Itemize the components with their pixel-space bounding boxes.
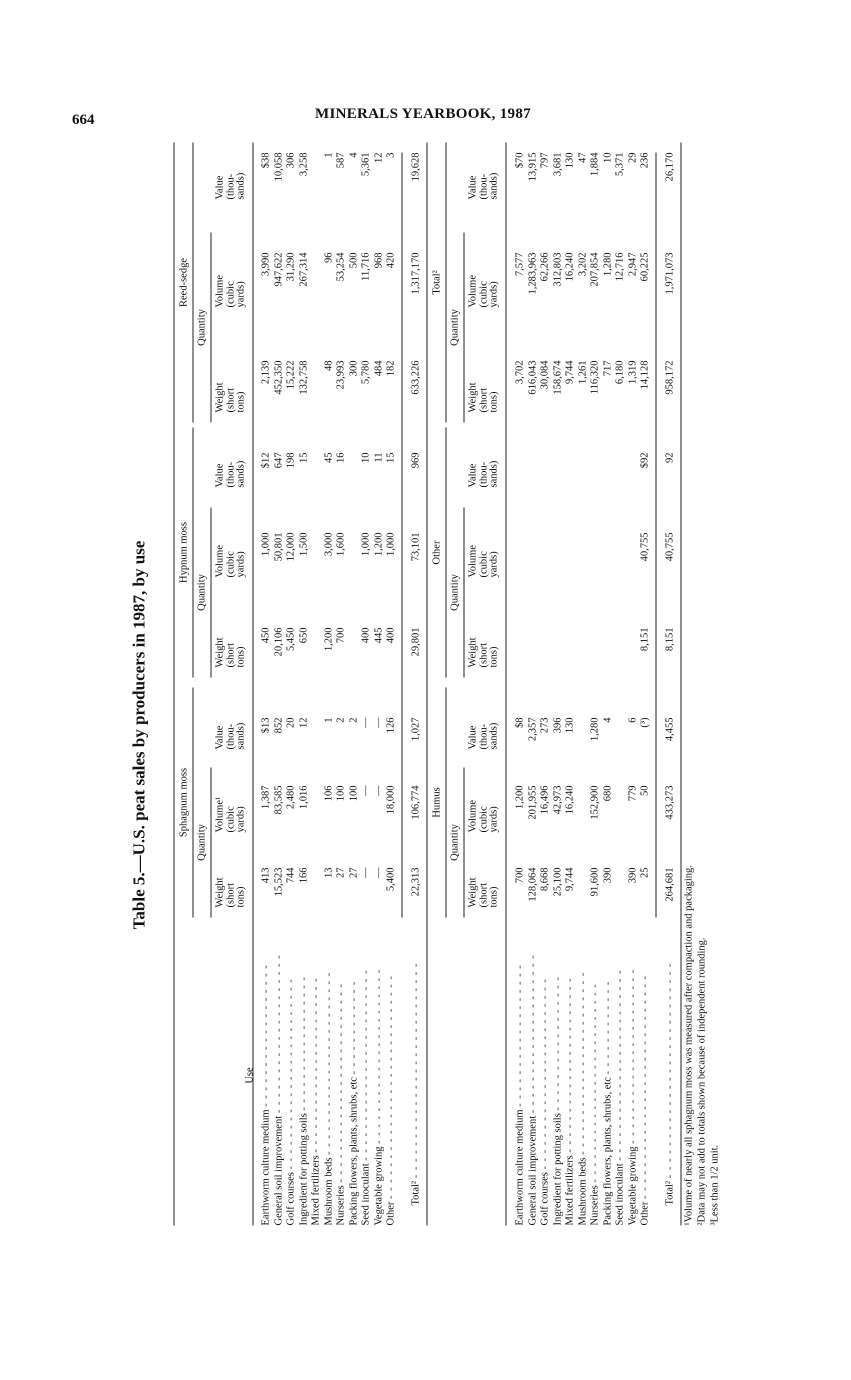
- rule-header-bottom: [506, 143, 507, 1226]
- rule-quantity: [464, 768, 465, 918]
- table-title: Table 5.—U.S. peat sales by producers in 1987, by use: [129, 540, 149, 930]
- rule-bottom: [681, 143, 682, 1226]
- row-label: General soil improvement - - - - - - - - - - - - - - - - - - - -: [273, 954, 284, 1226]
- column-rs-weight: 2,139 452,350 15,222 132,758 48 23,993 300 5,780 484 182: [260, 360, 397, 395]
- rule-quantity: [211, 233, 212, 423]
- col-volume: Volume (cubic yards): [467, 275, 500, 308]
- rule-quantity: [464, 233, 465, 423]
- col-weight: Weight (short tons): [214, 637, 247, 668]
- column-rs-volume: 3,990 947,622 31,290 267,314 96 53,254 500 11,716 968 420: [260, 252, 397, 287]
- column-hum-volume: 1,200 201,955 16,496 42,973 16,240 152,900 680 779 50: [514, 785, 651, 820]
- rule-group: [193, 688, 194, 918]
- column-tot-volume: 7,577 1,283,963 62,266 312,803 16,240 3,202 207,854 1,280 12,716 2,947 60,225: [514, 252, 651, 295]
- col-volume: Volume (cubic yards): [214, 275, 247, 308]
- quantity-label: Quantity: [196, 574, 208, 611]
- rule-header-bottom: [253, 143, 254, 1226]
- column-rs-value: $38 10,058 306 3,258 1 587 4 5,361 12 3: [260, 152, 397, 182]
- quantity-label: Quantity: [449, 824, 461, 861]
- rule-top: [174, 143, 175, 1226]
- column-hyp-value: $12 647 198 15 45 16 10 11 15: [260, 452, 397, 469]
- rule-group: [193, 143, 194, 423]
- total-cell: 633,226: [410, 360, 422, 395]
- row-labels: [261, 926, 399, 1226]
- footnote-1: ¹Volume of nearly all sphagnum moss was measured after compaction and packaging.: [683, 865, 695, 1226]
- footnotes: [683, 865, 696, 1225]
- col-value: Value (thou- sands): [467, 460, 500, 488]
- use-header: Use: [244, 1067, 256, 1084]
- rule-group: [446, 428, 447, 678]
- column-sph-value: $13 852 20 12 1 2 2 — — 126: [260, 717, 397, 734]
- total-cell: 40,755: [664, 532, 676, 562]
- col-value: Value (thou- sands): [467, 172, 500, 200]
- page-number: 664: [72, 112, 95, 128]
- row-label: Seed inoculant - - - - - - - - - - - - - - - - - - - - - - - -: [614, 969, 626, 1226]
- col-volume: Volume (cubic yards): [214, 545, 247, 578]
- rule-group: [446, 688, 447, 918]
- row-label: Earthworm culture medium - - - - - - - - - - - - - - - - - -: [514, 964, 526, 1226]
- rule-quantity: [211, 508, 212, 678]
- total-cell: 1,317,170: [410, 252, 422, 295]
- column-oth-value: $92: [639, 452, 651, 469]
- total-cell: 1,027: [410, 717, 422, 742]
- total-cell: 73,101: [410, 532, 422, 562]
- rule-total: [402, 153, 403, 918]
- row-label: Mushroom beds - - - - - - - - - - - - - - - - - - - - - - -: [323, 971, 334, 1226]
- rule-total: [656, 153, 657, 918]
- col-value: Value (thou- sands): [467, 722, 500, 750]
- rule-quantity: [464, 508, 465, 678]
- row-label: Vegetable growing - - - - - - - - - - - - - - - - - - - - - -: [627, 968, 638, 1226]
- group-sphagnum: Sphagnum moss: [178, 767, 190, 838]
- col-volume: Volume¹ (cubic yards): [214, 796, 247, 833]
- row-label: Mixed fertilizers - - - - - - - - - - - - - - - - - - - - - -: [564, 977, 576, 1226]
- column-sph-weight: 413 15,523 744 166 13 27 27 — — 5,400: [260, 867, 397, 897]
- total-cell: 1,971,073: [664, 252, 676, 295]
- total-cell: 433,273: [664, 785, 676, 820]
- total-cell: 29,801: [410, 627, 422, 657]
- footnote-2: ²Data may not add to totals shown because of independent rounding.: [696, 937, 708, 1226]
- column-sph-volume: 1,387 83,585 2,480 1,016 106 100 100 — — 18,000: [260, 785, 397, 815]
- group-total: Total²: [431, 270, 443, 295]
- row-label: Ingredient for potting soils - - - - - - - - - - - - - - - - -: [552, 976, 563, 1226]
- running-head: MINERALS YEARBOOK, 1987: [315, 106, 531, 122]
- col-value: Value (thou- sands): [214, 722, 247, 750]
- col-volume: Volume (cubic yards): [467, 545, 500, 578]
- total-cell: 264,681: [664, 867, 676, 902]
- row-label: Vegetable growing - - - - - - - - - - - - - - - - - - - - - -: [373, 968, 384, 1226]
- row-label: Nurseries - - - - - - - - - - - - - - - - - - - - - - - - -: [589, 983, 601, 1226]
- column-hyp-weight: 450 20,106 5,450 650 1,200 700 400 445 400: [260, 627, 397, 657]
- col-weight: Weight (short tons): [214, 877, 247, 908]
- row-labels: [515, 926, 653, 1226]
- col-value: Value (thou- sands): [214, 460, 247, 488]
- total-cell: 92: [664, 452, 676, 463]
- rule-group: [446, 143, 447, 423]
- col-weight: Weight (short tons): [467, 637, 500, 668]
- group-reedsedge: Reed-sedge: [178, 258, 190, 307]
- row-label: Ingredient for potting soils - - - - - - - - - - - - - - - - -: [298, 976, 309, 1226]
- row-label: Mushroom beds - - - - - - - - - - - - - - - - - - - - - - -: [577, 971, 588, 1226]
- column-oth-weight: 8,151: [639, 627, 651, 652]
- total-cell: 22,313: [410, 867, 422, 897]
- row-label: Golf courses - - - - - - - - - - - - - - - - - - - - - - - -: [285, 978, 297, 1226]
- column-oth-volume: 40,755: [639, 532, 651, 562]
- column-hum-value: $8 2,357 273 396 130 1,280 4 6 (³): [514, 717, 651, 742]
- footnote-3: ³Less than 1/2 unit.: [709, 1144, 721, 1226]
- row-label: Packing flowers, plants, shrubs, etc - - - - - - - - - - - -: [602, 980, 613, 1226]
- rule-group: [193, 428, 194, 678]
- row-label: General soil improvement - - - - - - - - - - - - - - - - - - - -: [527, 954, 538, 1226]
- total-cell: 8,151: [664, 627, 676, 652]
- rule-panel-separator: [427, 143, 428, 1226]
- col-volume: Volume (cubic yards): [467, 800, 500, 833]
- column-tot-value: $70 13,915 797 3,681 130 47 1,884 10 5,371 29 236: [514, 152, 651, 182]
- row-label: Other - - - - - - - - - - - - - - - - - - - - - - - - - - - -: [385, 975, 397, 1226]
- row-label: Packing flowers, plants, shrubs, etc - - - - - - - - - - - -: [348, 980, 359, 1226]
- group-humus: Humus: [431, 787, 443, 818]
- total-row-label: Total² - - - - - - - - - - - - - - - - - - - - - - - - - - -: [664, 962, 676, 1206]
- total-cell: 958,172: [664, 360, 676, 395]
- col-weight: Weight (short tons): [467, 382, 500, 413]
- total-cell: 969: [410, 452, 422, 469]
- row-label: Mixed fertilizers - - - - - - - - - - - - - - - - - - - - - -: [310, 977, 322, 1226]
- col-weight: Weight (short tons): [467, 877, 500, 908]
- quantity-label: Quantity: [196, 309, 208, 346]
- group-other: Other: [431, 540, 443, 565]
- row-label: Golf courses - - - - - - - - - - - - - - - - - - - - - - - -: [539, 978, 551, 1226]
- total-cell: 106,774: [410, 785, 422, 820]
- total-row-label: Total² - - - - - - - - - - - - - - - - - - - - - - - - - - -: [410, 962, 422, 1206]
- group-hypnum: Hypnum moss: [178, 522, 190, 583]
- quantity-label: Quantity: [449, 309, 461, 346]
- row-label: Other - - - - - - - - - - - - - - - - - - - - - - - - - - - -: [639, 975, 651, 1226]
- total-cell: 19,628: [410, 152, 422, 182]
- row-label: Seed inoculant - - - - - - - - - - - - - - - - - - - - - - - -: [360, 969, 372, 1226]
- col-weight: Weight (short tons): [214, 382, 247, 413]
- quantity-label: Quantity: [196, 824, 208, 861]
- total-cell: 4,455: [664, 717, 676, 742]
- quantity-label: Quantity: [449, 574, 461, 611]
- row-label: Nurseries - - - - - - - - - - - - - - - - - - - - - - - - -: [335, 983, 347, 1226]
- total-cell: 26,170: [664, 152, 676, 182]
- column-tot-weight: 3,702 616,043 30,084 158,674 9,744 1,261 116,320 717 6,180 1,319 14,128: [514, 360, 651, 395]
- rotated-table: [130, 143, 700, 1328]
- rule-quantity: [211, 768, 212, 918]
- column-hyp-volume: 1,000 50,801 12,000 1,500 3,000 1,600 1,000 1,200 1,000: [260, 532, 397, 562]
- column-hum-weight: 700 128,064 8,668 25,100 9,744 91,600 390 390 25: [514, 867, 651, 902]
- row-label: Earthworm culture medium - - - - - - - - - - - - - - - - - -: [260, 964, 272, 1226]
- col-value: Value (thou- sands): [214, 172, 247, 200]
